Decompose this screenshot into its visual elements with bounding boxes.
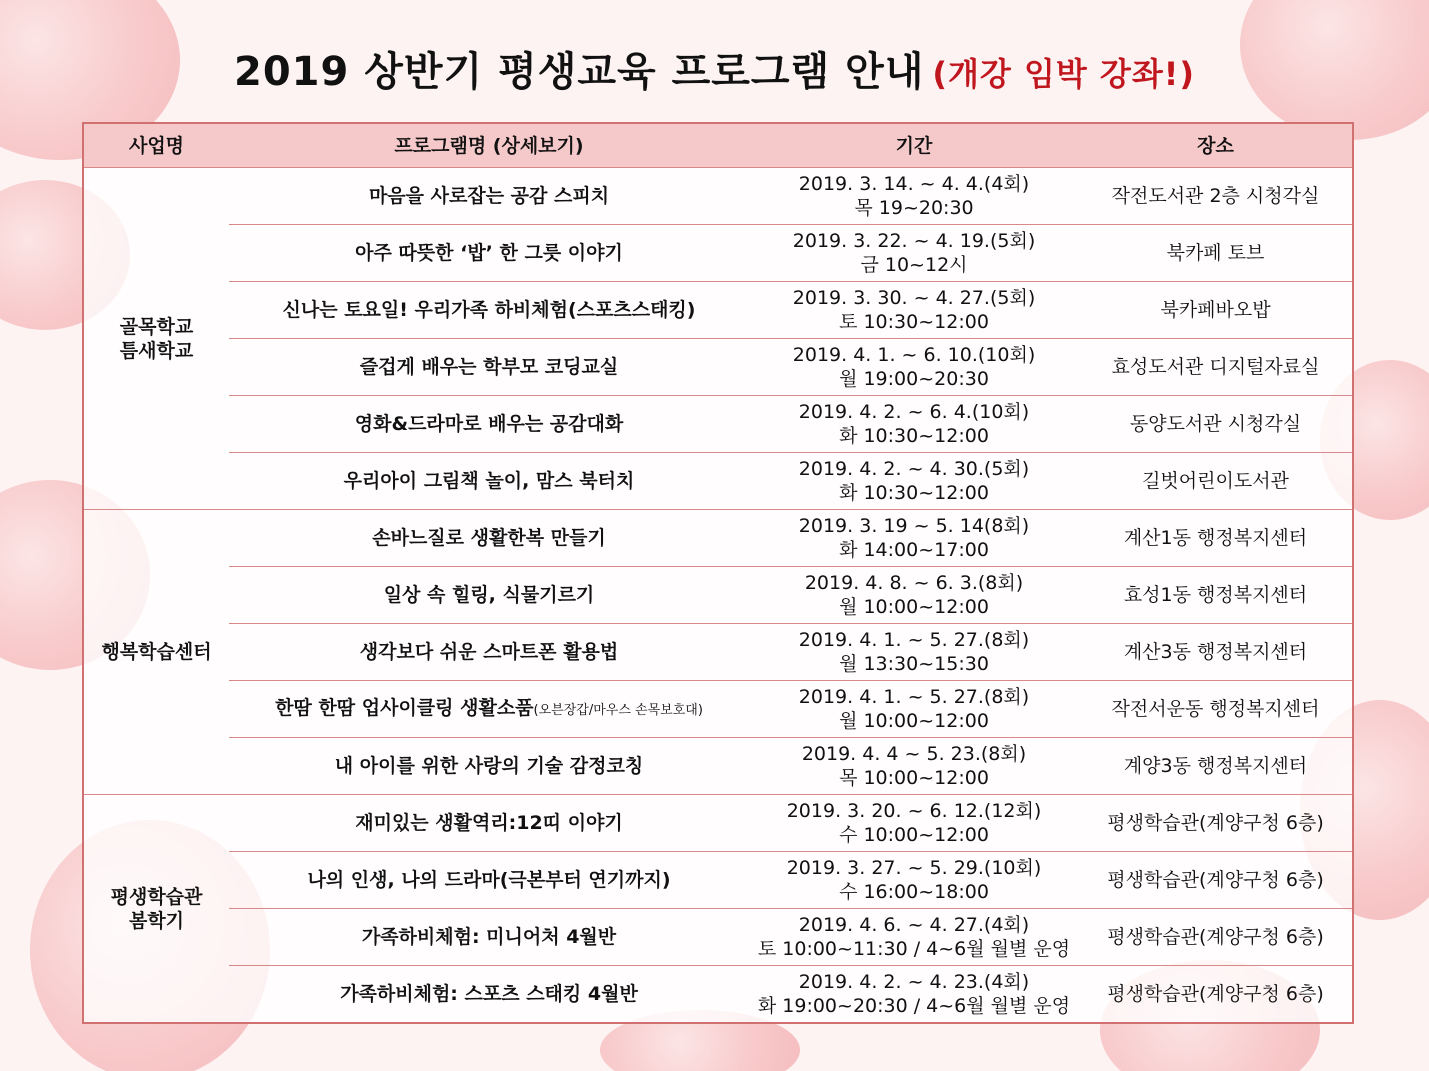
table-row (83, 852, 1353, 909)
table-row (83, 681, 1353, 738)
program-name-link[interactable] (229, 510, 749, 567)
period-dates: 2019. 4. 1. ~ 6. 10.(10회) (792, 344, 1036, 366)
period-dates: 2019. 3. 14. ~ 4. 4.(4회) (798, 173, 1030, 195)
table-row (83, 966, 1353, 1024)
program-table (82, 122, 1354, 1024)
program-name: 우리아이 그림책 놀이, 맘스 북터치 (343, 470, 635, 492)
program-name-link[interactable] (229, 909, 749, 966)
program-name: 생각보다 쉬운 스마트폰 활용법 (359, 641, 619, 663)
period-schedule: 화 10:30~12:00 (839, 425, 989, 447)
table-row (83, 567, 1353, 624)
category-cell (83, 510, 229, 795)
table-row (83, 339, 1353, 396)
program-name-link[interactable] (229, 282, 749, 339)
period-dates: 2019. 3. 20. ~ 6. 12.(12회) (786, 800, 1042, 822)
category-name-line: 골목학교 (119, 315, 194, 338)
period-dates: 2019. 4. 1. ~ 5. 27.(8회) (798, 686, 1030, 708)
table-row (83, 624, 1353, 681)
category-cell (83, 795, 229, 1024)
period-cell (749, 168, 1079, 225)
period-cell (749, 738, 1079, 795)
place-cell: 북카페바오밥 (1079, 282, 1353, 339)
program-name: 가족하비체험: 미니어처 4월반 (361, 926, 617, 948)
period-dates: 2019. 3. 22. ~ 4. 19.(5회) (792, 230, 1036, 252)
place-cell: 평생학습관(계양구청 6층) (1079, 966, 1353, 1024)
period-dates: 2019. 4. 1. ~ 5. 27.(8회) (798, 629, 1030, 651)
period-schedule: 월 10:00~12:00 (839, 710, 989, 732)
place-cell: 동양도서관 시청각실 (1079, 396, 1353, 453)
place-cell: 평생학습관(계양구청 6층) (1079, 852, 1353, 909)
period-cell (749, 909, 1079, 966)
program-name: 재미있는 생활역리:12띠 이야기 (355, 812, 623, 834)
program-name: 일상 속 힐링, 식물기르기 (383, 584, 595, 606)
period-schedule: 월 10:00~12:00 (839, 596, 989, 618)
place-cell: 작전서운동 행정복지센터 (1079, 681, 1353, 738)
period-schedule: 토 10:30~12:00 (839, 311, 989, 333)
period-dates: 2019. 4. 6. ~ 4. 27.(4회) (798, 914, 1030, 936)
place-cell: 작전도서관 2층 시청각실 (1079, 168, 1353, 225)
period-dates: 2019. 4. 4 ~ 5. 23.(8회) (801, 743, 1027, 765)
period-cell (749, 681, 1079, 738)
period-cell (749, 852, 1079, 909)
period-schedule: 수 10:00~12:00 (839, 824, 989, 846)
period-schedule: 목 19~20:30 (854, 197, 974, 219)
period-dates: 2019. 3. 27. ~ 5. 29.(10회) (786, 857, 1042, 879)
category-cell (83, 168, 229, 510)
category-name-line: 틈새학교 (119, 339, 194, 362)
program-name: 나의 인생, 나의 드라마(극본부터 연기까지) (307, 869, 671, 891)
period-schedule: 토 10:00~11:30 / 4~6월 월별 운영 (757, 938, 1071, 960)
place-cell: 평생학습관(계양구청 6층) (1079, 909, 1353, 966)
program-name-link[interactable] (229, 966, 749, 1024)
place-cell: 평생학습관(계양구청 6층) (1079, 795, 1353, 852)
place-cell: 북카페 토브 (1079, 225, 1353, 282)
program-name-link[interactable] (229, 795, 749, 852)
category-name-line: 평생학습관 (110, 885, 203, 908)
program-name: 아주 따뜻한 ‘밥’ 한 그릇 이야기 (355, 242, 623, 264)
period-schedule: 수 16:00~18:00 (839, 881, 989, 903)
place-cell: 효성도서관 디지털자료실 (1079, 339, 1353, 396)
table-row (83, 168, 1353, 225)
place-cell: 길벗어린이도서관 (1079, 453, 1353, 510)
program-name-link[interactable] (229, 225, 749, 282)
program-name-link[interactable] (229, 852, 749, 909)
table-row (83, 738, 1353, 795)
program-name-link[interactable] (229, 738, 749, 795)
header-period: 기간 (749, 123, 1079, 168)
category-name-line: 봄학기 (128, 909, 185, 932)
table-row (83, 396, 1353, 453)
table-row (83, 909, 1353, 966)
table-row (83, 795, 1353, 852)
title-sub: (개강 임박 강좌!) (932, 55, 1195, 93)
header-category: 사업명 (83, 123, 229, 168)
program-name: 손바느질로 생활한복 만들기 (372, 527, 606, 549)
place-cell: 효성1동 행정복지센터 (1079, 567, 1353, 624)
program-name-link[interactable] (229, 339, 749, 396)
period-dates: 2019. 4. 2. ~ 4. 23.(4회) (798, 971, 1030, 993)
table-body (83, 168, 1353, 1024)
period-cell (749, 510, 1079, 567)
place-cell: 계산1동 행정복지센터 (1079, 510, 1353, 567)
period-dates: 2019. 4. 8. ~ 6. 3.(8회) (804, 572, 1024, 594)
place-cell: 계산3동 행정복지센터 (1079, 624, 1353, 681)
header-place: 장소 (1079, 123, 1353, 168)
period-schedule: 월 13:30~15:30 (839, 653, 989, 675)
program-name: 한땀 한땀 업사이클링 생활소품 (275, 696, 534, 719)
table-row (83, 282, 1353, 339)
period-cell (749, 225, 1079, 282)
period-cell (749, 567, 1079, 624)
period-cell (749, 282, 1079, 339)
table-row (83, 510, 1353, 567)
period-cell (749, 453, 1079, 510)
table-row (83, 453, 1353, 510)
table-row (83, 225, 1353, 282)
period-cell (749, 795, 1079, 852)
page-title (0, 40, 1429, 97)
program-note: (오븐장갑/마우스 손목보호대) (533, 702, 703, 718)
program-name: 즐겁게 배우는 학부모 코딩교실 (359, 356, 619, 378)
program-name: 마음을 사로잡는 공감 스피치 (368, 185, 610, 207)
program-name-link[interactable] (229, 567, 749, 624)
period-cell (749, 966, 1079, 1024)
period-cell (749, 339, 1079, 396)
title-main: 2019 상반기 평생교육 프로그램 안내 (234, 49, 925, 95)
period-cell (749, 396, 1079, 453)
program-name: 가족하비체험: 스포츠 스태킹 4월반 (340, 983, 638, 1005)
program-name-link[interactable] (229, 453, 749, 510)
program-name: 내 아이를 위한 사랑의 기술 감정코칭 (334, 755, 644, 777)
program-name-link[interactable] (229, 624, 749, 681)
program-name-link[interactable] (229, 168, 749, 225)
program-name: 신나는 토요일! 우리가족 하비체험(스포츠스태킹) (282, 299, 696, 321)
period-schedule: 화 14:00~17:00 (839, 539, 989, 561)
period-cell (749, 624, 1079, 681)
period-schedule: 월 19:00~20:30 (839, 368, 989, 390)
period-dates: 2019. 3. 30. ~ 4. 27.(5회) (792, 287, 1036, 309)
table-header-row (83, 123, 1353, 168)
period-dates: 2019. 4. 2. ~ 4. 30.(5회) (798, 458, 1030, 480)
period-dates: 2019. 4. 2. ~ 6. 4.(10회) (798, 401, 1030, 423)
period-schedule: 화 19:00~20:30 / 4~6월 월별 운영 (757, 995, 1071, 1017)
program-name-link[interactable] (229, 396, 749, 453)
header-program: 프로그램명 (상세보기) (229, 123, 749, 168)
period-schedule: 목 10:00~12:00 (839, 767, 989, 789)
category-name-line: 행복학습센터 (101, 641, 212, 663)
period-dates: 2019. 3. 19 ~ 5. 14(8회) (798, 515, 1030, 537)
program-name-link[interactable] (229, 681, 749, 738)
period-schedule: 금 10~12시 (860, 254, 968, 276)
period-schedule: 화 10:30~12:00 (839, 482, 989, 504)
program-name: 영화&드라마로 배우는 공감대화 (354, 413, 624, 435)
place-cell: 계양3동 행정복지센터 (1079, 738, 1353, 795)
